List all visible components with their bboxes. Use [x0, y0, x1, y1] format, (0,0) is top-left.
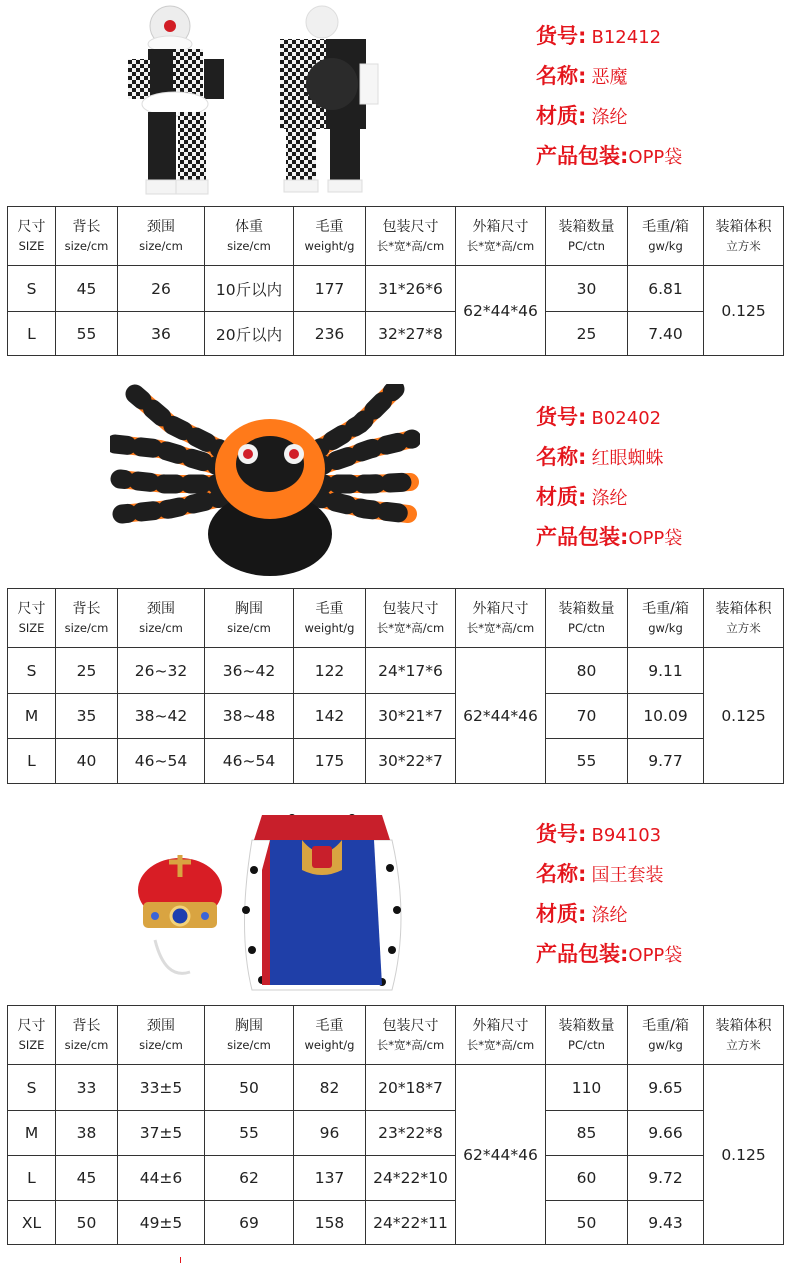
table-cell: 236 — [294, 312, 366, 356]
table-cell: 31*26*6 — [366, 266, 456, 312]
material-value: 涤纶 — [591, 107, 628, 128]
header-cell: 背长 size/cm — [56, 207, 118, 266]
spec-table — [7, 1005, 784, 1245]
table-cell: 32*27*8 — [366, 312, 456, 356]
header-cell: 颈围 size/cm — [118, 589, 205, 648]
header-cell: 胸围 size/cm — [205, 589, 294, 648]
king-cape-image — [232, 810, 412, 1000]
table-header-row — [8, 207, 784, 266]
table-cell: 55 — [56, 312, 118, 356]
table-cell: L — [8, 312, 56, 356]
spider-costume-image — [110, 384, 420, 580]
table-cell: 9.77 — [628, 739, 704, 784]
table-cell: 85 — [546, 1111, 628, 1156]
spec-table — [7, 588, 784, 784]
material-label: 材质: — [536, 104, 587, 128]
table-cell: 35 — [56, 694, 118, 739]
table-row — [8, 1065, 784, 1111]
table-cell: 70 — [546, 694, 628, 739]
table-cell: 25 — [56, 648, 118, 694]
table-cell: M — [8, 1111, 56, 1156]
header-cell: 装箱数量 PC/ctn — [546, 1006, 628, 1065]
header-cell: 尺寸 SIZE — [8, 1006, 56, 1065]
package-label: 产品包装: — [536, 144, 629, 168]
table-row — [8, 1201, 784, 1245]
code-label: 货号: — [536, 822, 587, 846]
header-cell: 背长 size/cm — [56, 589, 118, 648]
table-cell: 9.66 — [628, 1111, 704, 1156]
table-cell: 37±5 — [118, 1111, 205, 1156]
table-cell: 80 — [546, 648, 628, 694]
header-cell: 外箱尺寸 长*宽*高/cm — [456, 589, 546, 648]
table-cell: 175 — [294, 739, 366, 784]
table-cell: 33±5 — [118, 1065, 205, 1111]
code-value: B12412 — [591, 27, 662, 48]
table-cell: S — [8, 1065, 56, 1111]
table-row — [8, 266, 784, 312]
header-cell: 体重 size/cm — [205, 207, 294, 266]
product-info — [536, 397, 682, 557]
header-cell: 毛重/箱 gw/kg — [628, 589, 704, 648]
table-cell: 122 — [294, 648, 366, 694]
table-cell: L — [8, 739, 56, 784]
code-value: B94103 — [591, 825, 662, 846]
product-info — [536, 814, 682, 974]
table-cell: 26 — [118, 266, 205, 312]
material-value: 涤纶 — [591, 488, 628, 509]
header-cell: 颈围 size/cm — [118, 207, 205, 266]
table-row — [8, 1156, 784, 1201]
header-cell: 包装尺寸 长*宽*高/cm — [366, 589, 456, 648]
table-cell: 9.65 — [628, 1065, 704, 1111]
table-cell: 38~42 — [118, 694, 205, 739]
header-cell: 胸围 size/cm — [205, 1006, 294, 1065]
table-cell: S — [8, 648, 56, 694]
table-row — [8, 648, 784, 694]
header-cell: 包装尺寸 长*宽*高/cm — [366, 207, 456, 266]
table-cell: S — [8, 266, 56, 312]
header-cell: 装箱数量 PC/ctn — [546, 207, 628, 266]
table-cell: 45 — [56, 266, 118, 312]
table-cell: 55 — [546, 739, 628, 784]
name-value: 恶魔 — [591, 67, 628, 88]
clown-costume-image — [120, 4, 410, 200]
product-b12412 — [0, 0, 790, 360]
product-info — [536, 16, 682, 176]
table-cell: 40 — [56, 739, 118, 784]
table-cell: 20*18*7 — [366, 1065, 456, 1111]
code-value: B02402 — [591, 408, 662, 429]
table-cell: 142 — [294, 694, 366, 739]
table-cell: 50 — [56, 1201, 118, 1245]
table-header-row — [8, 1006, 784, 1065]
bottom-red-mark — [180, 1257, 181, 1263]
table-cell: 62 — [205, 1156, 294, 1201]
table-cell: M — [8, 694, 56, 739]
volume-cell: 0.125 — [704, 266, 784, 356]
table-cell: 60 — [546, 1156, 628, 1201]
table-cell: 137 — [294, 1156, 366, 1201]
table-cell: 25 — [546, 312, 628, 356]
header-cell: 外箱尺寸 长*宽*高/cm — [456, 207, 546, 266]
package-value: OPP袋 — [628, 147, 683, 168]
header-cell: 毛重/箱 gw/kg — [628, 207, 704, 266]
table-cell: 110 — [546, 1065, 628, 1111]
table-cell: 30*22*7 — [366, 739, 456, 784]
code-label: 货号: — [536, 405, 587, 429]
package-value: OPP袋 — [628, 945, 683, 966]
table-cell: 96 — [294, 1111, 366, 1156]
table-cell: 26~32 — [118, 648, 205, 694]
table-cell: 36~42 — [205, 648, 294, 694]
header-cell: 尺寸 SIZE — [8, 207, 56, 266]
table-cell: 45 — [56, 1156, 118, 1201]
material-label: 材质: — [536, 485, 587, 509]
header-cell: 装箱体积 立方米 — [704, 589, 784, 648]
package-label: 产品包装: — [536, 942, 629, 966]
carton-size-cell: 62*44*46 — [456, 648, 546, 784]
name-label: 名称: — [536, 862, 587, 886]
table-cell: 6.81 — [628, 266, 704, 312]
header-cell: 背长 size/cm — [56, 1006, 118, 1065]
table-cell: 69 — [205, 1201, 294, 1245]
table-cell: 50 — [205, 1065, 294, 1111]
table-cell: 20斤以内 — [205, 312, 294, 356]
header-cell: 装箱体积 立方米 — [704, 207, 784, 266]
header-cell: 毛重 weight/g — [294, 1006, 366, 1065]
table-header-row — [8, 589, 784, 648]
table-cell: 55 — [205, 1111, 294, 1156]
table-cell: 24*17*6 — [366, 648, 456, 694]
header-cell: 装箱数量 PC/ctn — [546, 589, 628, 648]
package-label: 产品包装: — [536, 525, 629, 549]
table-cell: 50 — [546, 1201, 628, 1245]
header-cell: 尺寸 SIZE — [8, 589, 56, 648]
table-cell: 44±6 — [118, 1156, 205, 1201]
table-cell: XL — [8, 1201, 56, 1245]
carton-size-cell: 62*44*46 — [456, 1065, 546, 1245]
code-label: 货号: — [536, 24, 587, 48]
table-row — [8, 1111, 784, 1156]
header-cell: 毛重/箱 gw/kg — [628, 1006, 704, 1065]
table-cell: 38~48 — [205, 694, 294, 739]
carton-size-cell: 62*44*46 — [456, 266, 546, 356]
table-cell: 24*22*11 — [366, 1201, 456, 1245]
table-cell: 158 — [294, 1201, 366, 1245]
header-cell: 毛重 weight/g — [294, 207, 366, 266]
material-label: 材质: — [536, 902, 587, 926]
name-label: 名称: — [536, 445, 587, 469]
table-cell: L — [8, 1156, 56, 1201]
name-label: 名称: — [536, 64, 587, 88]
table-cell: 82 — [294, 1065, 366, 1111]
table-cell: 46~54 — [205, 739, 294, 784]
table-cell: 38 — [56, 1111, 118, 1156]
table-cell: 46~54 — [118, 739, 205, 784]
table-row — [8, 694, 784, 739]
name-value: 国王套装 — [591, 865, 664, 886]
table-cell: 36 — [118, 312, 205, 356]
name-value: 红眼蜘蛛 — [591, 448, 664, 469]
table-cell: 30*21*7 — [366, 694, 456, 739]
table-cell: 33 — [56, 1065, 118, 1111]
table-row — [8, 312, 784, 356]
header-cell: 包装尺寸 长*宽*高/cm — [366, 1006, 456, 1065]
table-cell: 30 — [546, 266, 628, 312]
table-row — [8, 739, 784, 784]
header-cell: 外箱尺寸 长*宽*高/cm — [456, 1006, 546, 1065]
table-cell: 10.09 — [628, 694, 704, 739]
table-cell: 177 — [294, 266, 366, 312]
volume-cell: 0.125 — [704, 648, 784, 784]
table-cell: 9.72 — [628, 1156, 704, 1201]
header-cell: 装箱体积 立方米 — [704, 1006, 784, 1065]
table-cell: 23*22*8 — [366, 1111, 456, 1156]
king-crown-image — [135, 850, 225, 985]
header-cell: 颈围 size/cm — [118, 1006, 205, 1065]
volume-cell: 0.125 — [704, 1065, 784, 1245]
material-value: 涤纶 — [591, 905, 628, 926]
table-cell: 10斤以内 — [205, 266, 294, 312]
package-value: OPP袋 — [628, 528, 683, 549]
spec-table — [7, 206, 784, 356]
table-cell: 9.43 — [628, 1201, 704, 1245]
table-cell: 24*22*10 — [366, 1156, 456, 1201]
table-cell: 49±5 — [118, 1201, 205, 1245]
header-cell: 毛重 weight/g — [294, 589, 366, 648]
table-cell: 7.40 — [628, 312, 704, 356]
table-cell: 9.11 — [628, 648, 704, 694]
